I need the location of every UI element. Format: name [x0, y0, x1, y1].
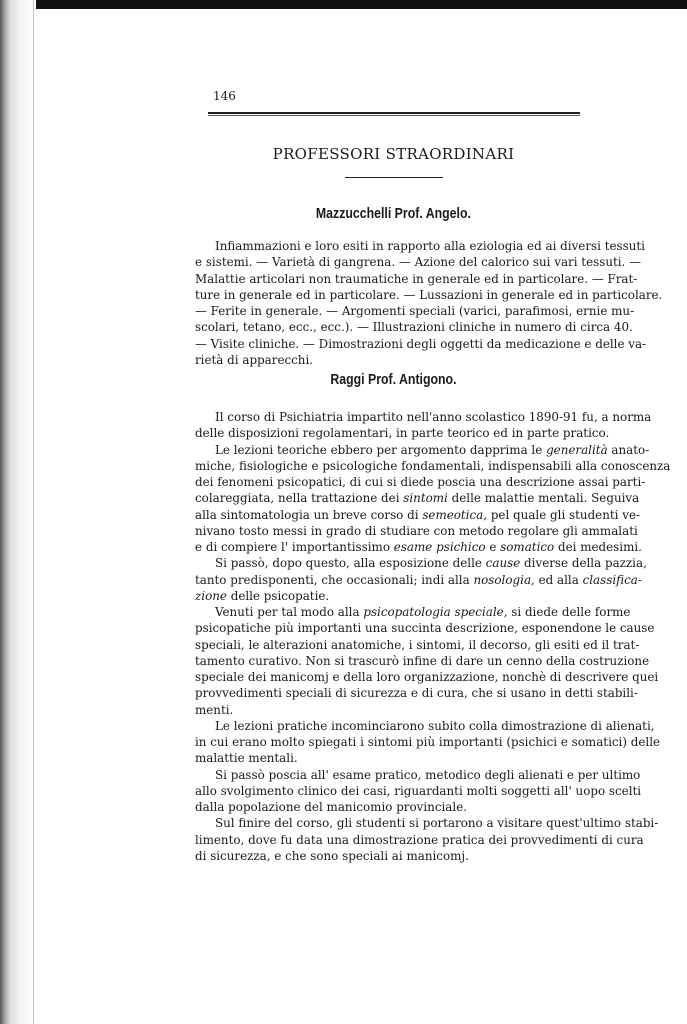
text-line [195, 442, 650, 458]
text-line: provvedimenti speciali di sicurezza e di cura, che si usano in detti stabili- [195, 686, 638, 701]
text-line: speciali, le alterazioni anatomiche, i sintomi, il decorso, gli esiti ed il trat- [195, 637, 640, 652]
text-segment: diverse della pazzia, [520, 556, 647, 571]
text-segment: Venuti per tal modo alla [215, 605, 364, 619]
text-line: allo svolgimento clinico dei casi, riguardanti molti soggetti all' uopo scelti [195, 783, 642, 798]
text-line: — Visite cliniche. — Dimostrazioni degli oggetti da medicazione e delle va- [195, 336, 647, 351]
paragraph [195, 409, 652, 442]
page-number: 146 [213, 89, 236, 103]
text-segment: delle psicopatie. [226, 588, 330, 603]
professor-heading: Mazzucchelli Prof. Angelo. [315, 206, 471, 222]
text-line [195, 572, 642, 588]
text-segment: e [485, 540, 501, 554]
paragraph [195, 815, 659, 864]
professor-text-mazzucchelli [195, 238, 663, 368]
text-segment: Le lezioni teoriche ebbero per argomento dapprima le [215, 442, 547, 457]
italic-term: zione [195, 588, 227, 603]
text-segment: Si passò, dopo questo, alla esposizione delle [215, 556, 486, 571]
text-segment: anato- [607, 442, 650, 457]
text-line: Le lezioni pratiche incominciarono subito colla dimostrazione di alienati, [215, 718, 655, 733]
text-segment: delle malattie mentali. Seguiva [447, 491, 640, 506]
text-line: dei fenomeni psicopatici, di cui si diede poscia una descrizione assai parti- [195, 475, 646, 489]
text-line: e sistemi. — Varietà di gangrena. — Azione del calorico sui vari tessuti. — [195, 255, 642, 270]
text-line: menti. [195, 702, 234, 717]
paragraph [195, 238, 663, 368]
text-line: — Ferite in generale. — Argomenti speciali (varici, parafimosi, ernie mu- [195, 304, 635, 318]
text-segment: colareggiata, nella trattazione dei [195, 491, 404, 506]
text-line: di sicurezza, e che sono speciali ai manicomj. [195, 848, 469, 863]
italic-term: classifica- [582, 572, 642, 587]
italic-term: semeotica [422, 507, 484, 522]
text-line: tamento curativo. Non si trascurò infine di dare un cenno della costruzione [195, 653, 650, 668]
text-line [195, 539, 642, 555]
italic-term: somatico [500, 540, 555, 554]
text-line [195, 490, 640, 506]
text-line [195, 604, 631, 620]
text-line: ture in generale ed in particolare. — Lussazioni in generale ed in particolare. [195, 287, 663, 302]
text-segment: tanto predisponenti, che occasionali; indi alla [195, 572, 474, 587]
text-segment: , ed alla [531, 572, 583, 587]
text-line: scolari, tetano, ecc., ecc.). — Illustrazioni cliniche in numero di circa 40. [195, 320, 633, 335]
professor-heading: Raggi Prof. Antigono. [330, 372, 457, 388]
paragraph [195, 718, 661, 767]
italic-term: sintomi [403, 491, 448, 506]
text-segment: dei medesimi. [554, 540, 642, 554]
paragraph [195, 604, 659, 718]
text-segment: , pel quale gli studenti ve- [483, 507, 641, 522]
italic-term: psicopatologia speciale [363, 605, 504, 619]
text-line: Infiammazioni e loro esiti in rapporto alla eziologia ed ai diversi tessuti [215, 239, 645, 253]
text-line: malattie mentali. [195, 751, 298, 766]
text-line: delle disposizioni regolamentari, in parte teorico ed in parte pratico. [195, 426, 610, 441]
text-line: rietà di apparecchi. [195, 352, 314, 367]
text-line [195, 507, 641, 523]
scan-top-edge [0, 0, 687, 9]
title-divider [345, 177, 443, 178]
text-line: Il corso di Psichiatria impartito nell'anno scolastico 1890-91 fu, a norma [215, 410, 652, 424]
section-title: PROFESSORI STRAORDINARI [272, 145, 515, 163]
text-segment: alla sintomatologia un breve corso di [195, 507, 423, 522]
italic-term: nosologia [473, 572, 532, 587]
text-line [195, 588, 585, 604]
text-line: nivano tosto messi in grado di studiare con metodo regolare gli ammalati [195, 523, 638, 538]
italic-term: generalità [546, 442, 608, 457]
text-line: Sul finire del corso, gli studenti si portarono a visitare quest'ultimo stabi- [215, 816, 659, 831]
paragraph [195, 442, 671, 556]
paragraph [195, 555, 647, 604]
italic-term: esame psichico [393, 540, 486, 554]
text-line: psicopatiche più importanti una succinta descrizione, esponendone le cause [195, 621, 655, 636]
paragraph [195, 767, 642, 816]
text-segment: e di compiere l' importantissimo [195, 540, 394, 554]
text-line: in cui erano molto spiegati i sintomi più importanti (psichici e somatici) delle [195, 735, 661, 749]
text-line: limento, dove fu data una dimostrazione pratica dei provvedimenti di cura [195, 832, 644, 847]
header-rule [208, 112, 580, 116]
text-line [195, 555, 647, 571]
italic-term: cause [485, 556, 521, 571]
text-line: dalla popolazione del manicomio provinciale. [195, 800, 468, 814]
text-line: Si passò poscia all' esame pratico, metodico degli alienati e per ultimo [215, 767, 641, 782]
text-line: miche, fisiologiche e psicologiche fondamentali, indispensabili alla conoscenza [195, 458, 671, 473]
text-segment: , si diede delle forme [503, 605, 631, 619]
text-line: Malattie articolari non traumatiche in generale ed in particolare. — Frat- [195, 271, 638, 286]
professor-text-raggi [195, 409, 671, 864]
text-line: speciale dei manicomj e della loro organizzazione, nonchè di descrivere quei [195, 670, 659, 684]
